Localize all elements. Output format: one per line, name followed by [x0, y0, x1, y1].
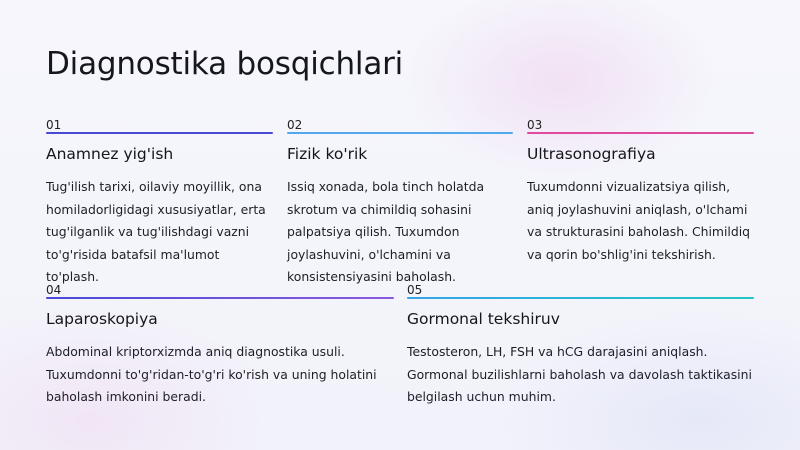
step-divider	[407, 297, 754, 299]
step-divider	[527, 132, 754, 134]
page-title: Diagnostika bosqichlari	[46, 46, 404, 82]
step-heading: Fizik ko'rik	[287, 145, 368, 163]
step-number: 04	[46, 283, 62, 297]
step-heading: Ultrasonografiya	[527, 145, 656, 163]
step-card-gormonal-tekshiruv	[407, 283, 754, 409]
step-description: Tuxumdonni vizualizatsiya qilish, aniq joylashuvini aniqlash, o'lchami va strukturasini baholash. Chimildiq va qorin bo'shlig'ini tekshirish.	[527, 179, 751, 262]
step-heading: Gormonal tekshiruv	[407, 310, 560, 328]
step-number: 01	[46, 118, 62, 132]
step-description: Tug'ilish tarixi, oilaviy moyillik, ona homiladorligidagi xususiyatlar, erta tug'ilganlik va tug'ilishdagi vazni to'g'risida batafsil ma'lumot to'plash.	[46, 179, 266, 284]
step-divider	[287, 132, 513, 134]
step-divider	[46, 297, 394, 299]
step-number: 03	[527, 118, 543, 132]
step-card-ultrasonografiya	[527, 118, 754, 266]
step-card-anamnez	[46, 118, 273, 289]
step-heading: Anamnez yig'ish	[46, 145, 174, 163]
step-number: 05	[407, 283, 423, 297]
step-card-fizik-korik	[287, 118, 513, 289]
step-heading: Laparoskopiya	[46, 310, 158, 328]
step-number: 02	[287, 118, 303, 132]
step-divider	[46, 132, 273, 134]
step-description: Testosteron, LH, FSH va hCG darajasini aniqlash. Gormonal buzilishlarni baholash va davolash taktikasini belgilash uchun muhim.	[407, 344, 752, 404]
step-description: Abdominal kriptorxizmda aniq diagnostika usuli. Tuxumdonni to'g'ridan-to'g'ri ko'rish va uning holatini baholash imkonini beradi.	[46, 344, 377, 404]
step-description: Issiq xonada, bola tinch holatda skrotum va chimildiq sohasini palpatsiya qilish. Tuxumdon joylashuvini, o'lchamini va konsistensiyasini baholash.	[287, 179, 485, 284]
step-card-laparoskopiya	[46, 283, 394, 409]
